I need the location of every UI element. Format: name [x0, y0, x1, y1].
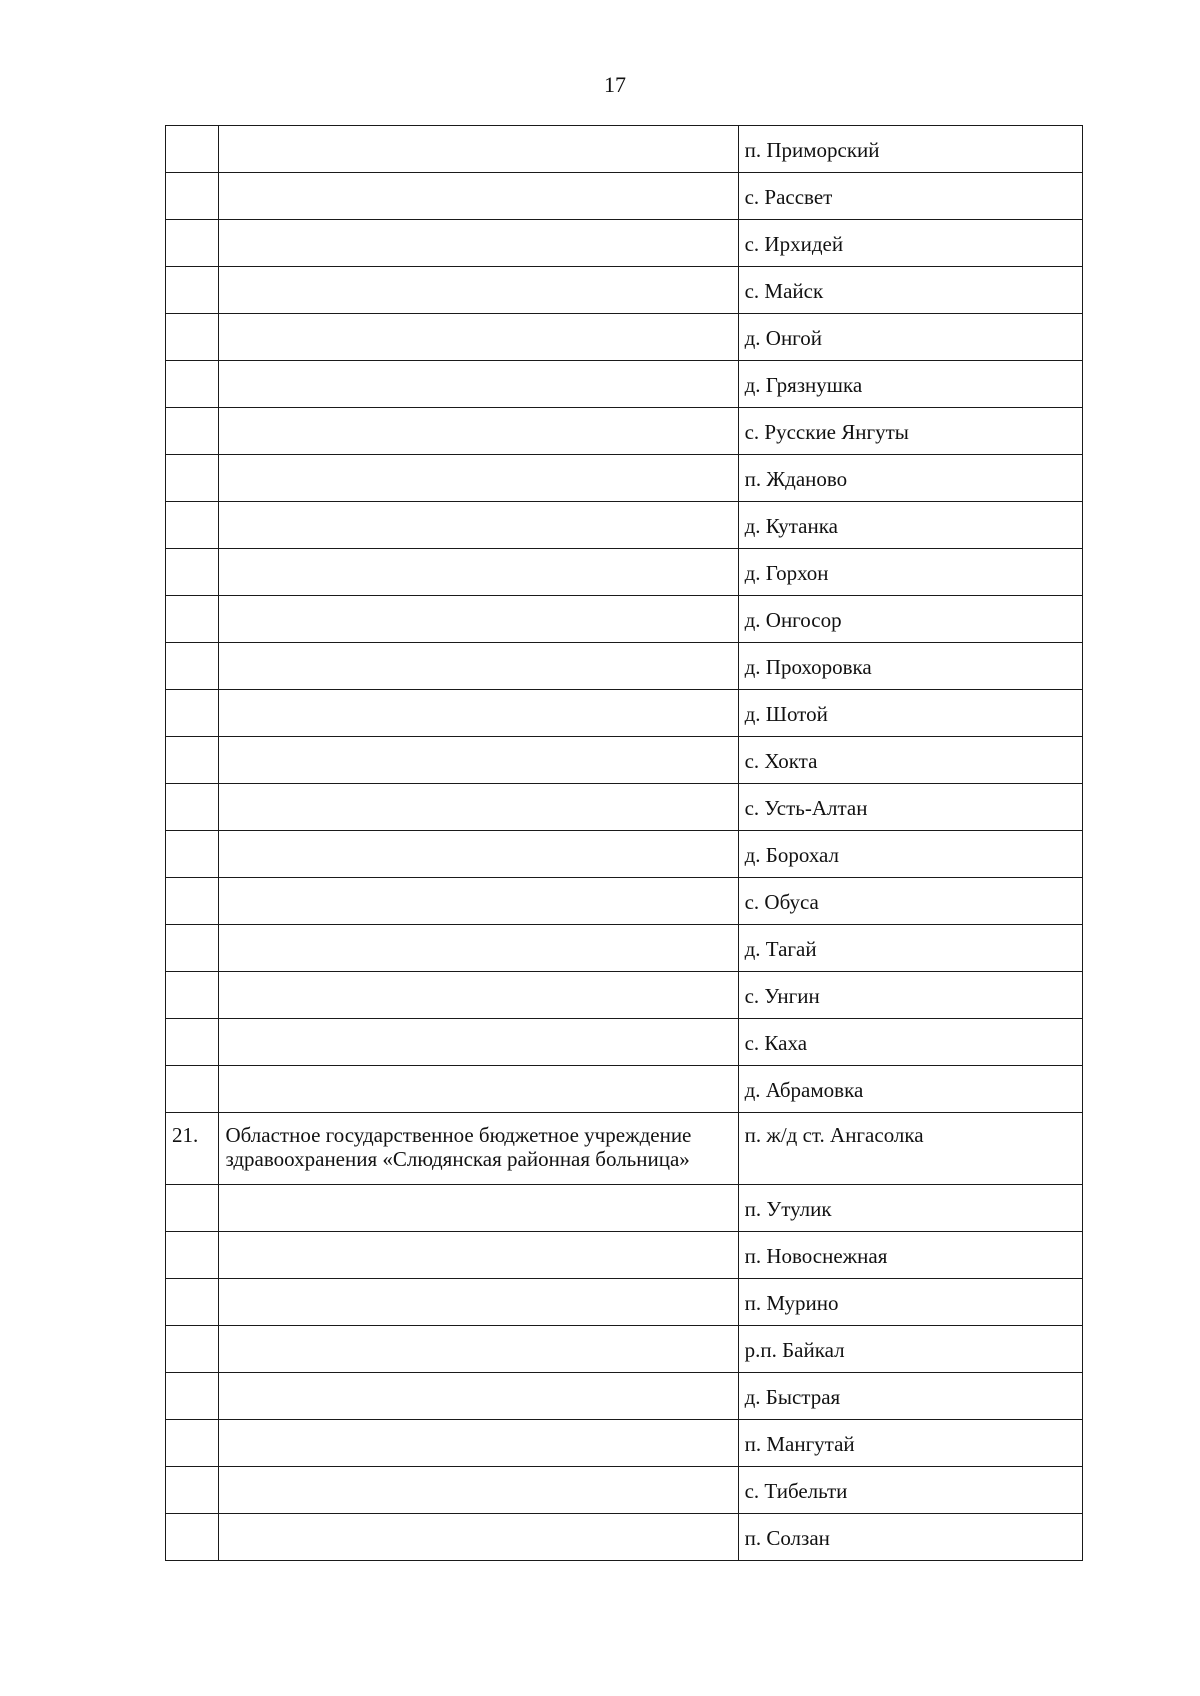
settlement-cell: д. Онгой — [738, 314, 1082, 361]
organization-cell — [219, 1185, 738, 1232]
settlement-cell: с. Унгин — [738, 972, 1082, 1019]
row-number-cell — [166, 549, 219, 596]
organization-cell — [219, 1019, 738, 1066]
table-row — [166, 831, 1083, 878]
organization-cell — [219, 690, 738, 737]
table-row — [166, 596, 1083, 643]
organization-cell — [219, 1514, 738, 1561]
table-row — [166, 643, 1083, 690]
table-row — [166, 1232, 1083, 1279]
settlement-cell: д. Тагай — [738, 925, 1082, 972]
settlement-cell: д. Абрамовка — [738, 1066, 1082, 1113]
organization-cell — [219, 925, 738, 972]
table-row — [166, 455, 1083, 502]
settlement-cell: с. Русские Янгуты — [738, 408, 1082, 455]
organization-cell — [219, 408, 738, 455]
table-row — [166, 314, 1083, 361]
row-number-cell — [166, 314, 219, 361]
organization-cell — [219, 1066, 738, 1113]
row-number-cell — [166, 1185, 219, 1232]
row-number-cell — [166, 972, 219, 1019]
table-row — [166, 1279, 1083, 1326]
settlement-cell: д. Прохоровка — [738, 643, 1082, 690]
organization-cell — [219, 878, 738, 925]
settlement-cell: с. Усть-Алтан — [738, 784, 1082, 831]
organization-cell — [219, 1467, 738, 1514]
organization-cell — [219, 596, 738, 643]
organization-cell — [219, 784, 738, 831]
organization-cell — [219, 643, 738, 690]
table-row — [166, 1113, 1083, 1185]
table-body — [166, 126, 1083, 1561]
table-row — [166, 784, 1083, 831]
settlement-cell: п. Приморский — [738, 126, 1082, 173]
settlement-cell: с. Тибельти — [738, 1467, 1082, 1514]
table-row — [166, 1467, 1083, 1514]
table-row — [166, 690, 1083, 737]
settlement-cell: д. Горхон — [738, 549, 1082, 596]
page-number: 17 — [604, 72, 626, 97]
organization-cell — [219, 972, 738, 1019]
settlement-cell: п. ж/д ст. Ангасолка — [738, 1113, 1082, 1185]
table-row — [166, 972, 1083, 1019]
organization-cell: Областное государственное бюджетное учреждение здравоохранения «Слюдянская районная больница» — [219, 1113, 738, 1185]
row-number-cell — [166, 455, 219, 502]
table-row — [166, 1019, 1083, 1066]
table-row — [166, 1514, 1083, 1561]
row-number-cell — [166, 126, 219, 173]
settlement-cell: п. Жданово — [738, 455, 1082, 502]
settlement-cell: п. Мурино — [738, 1279, 1082, 1326]
row-number-cell — [166, 784, 219, 831]
settlement-cell: с. Обуса — [738, 878, 1082, 925]
table-row — [166, 220, 1083, 267]
row-number-cell — [166, 1279, 219, 1326]
settlement-cell: с. Ирхидей — [738, 220, 1082, 267]
organization-cell — [219, 173, 738, 220]
organization-cell — [219, 455, 738, 502]
organization-cell — [219, 1373, 738, 1420]
row-number-cell — [166, 1019, 219, 1066]
settlement-cell: д. Онгосор — [738, 596, 1082, 643]
row-number-cell — [166, 1232, 219, 1279]
settlement-cell: д. Кутанка — [738, 502, 1082, 549]
organization-cell — [219, 737, 738, 784]
settlement-cell: п. Утулик — [738, 1185, 1082, 1232]
table-row — [166, 878, 1083, 925]
settlement-cell: д. Быстрая — [738, 1373, 1082, 1420]
organization-cell — [219, 502, 738, 549]
organization-cell — [219, 314, 738, 361]
row-number-cell — [166, 1373, 219, 1420]
table-row — [166, 549, 1083, 596]
table-row — [166, 173, 1083, 220]
row-number-cell: 21. — [166, 1113, 219, 1185]
row-number-cell — [166, 831, 219, 878]
organization-cell — [219, 1279, 738, 1326]
table-row — [166, 408, 1083, 455]
settlement-cell: п. Мангутай — [738, 1420, 1082, 1467]
table-row — [166, 1185, 1083, 1232]
row-number-cell — [166, 1066, 219, 1113]
table-row — [166, 502, 1083, 549]
row-number-cell — [166, 690, 219, 737]
organization-cell — [219, 267, 738, 314]
row-number-cell — [166, 643, 219, 690]
organization-cell — [219, 549, 738, 596]
settlement-cell: д. Шотой — [738, 690, 1082, 737]
row-number-cell — [166, 408, 219, 455]
organization-cell — [219, 1326, 738, 1373]
row-number-cell — [166, 1420, 219, 1467]
table-row — [166, 1326, 1083, 1373]
settlement-cell: п. Новоснежная — [738, 1232, 1082, 1279]
row-number-cell — [166, 173, 219, 220]
table-row — [166, 361, 1083, 408]
table-row — [166, 1373, 1083, 1420]
organization-cell — [219, 220, 738, 267]
settlement-cell: д. Грязнушка — [738, 361, 1082, 408]
row-number-cell — [166, 1326, 219, 1373]
table-row — [166, 126, 1083, 173]
organization-cell — [219, 1232, 738, 1279]
organization-cell — [219, 361, 738, 408]
settlement-cell: п. Солзан — [738, 1514, 1082, 1561]
row-number-cell — [166, 596, 219, 643]
table-row — [166, 1420, 1083, 1467]
row-number-cell — [166, 220, 219, 267]
row-number-cell — [166, 878, 219, 925]
settlement-cell: д. Борохал — [738, 831, 1082, 878]
row-number-cell — [166, 1514, 219, 1561]
table-row — [166, 925, 1083, 972]
row-number-cell — [166, 267, 219, 314]
organization-cell — [219, 1420, 738, 1467]
row-number-cell — [166, 737, 219, 784]
row-number-cell — [166, 361, 219, 408]
row-number-cell — [166, 1467, 219, 1514]
settlement-cell: р.п. Байкал — [738, 1326, 1082, 1373]
table-row — [166, 737, 1083, 784]
table-row — [166, 267, 1083, 314]
row-number-cell — [166, 502, 219, 549]
row-number-cell — [166, 925, 219, 972]
organization-cell — [219, 126, 738, 173]
table-row — [166, 1066, 1083, 1113]
organization-cell — [219, 831, 738, 878]
settlement-cell: с. Хокта — [738, 737, 1082, 784]
settlements-table — [165, 125, 1083, 1561]
settlement-cell: с. Майск — [738, 267, 1082, 314]
settlement-cell: с. Рассвет — [738, 173, 1082, 220]
settlement-cell: с. Каха — [738, 1019, 1082, 1066]
